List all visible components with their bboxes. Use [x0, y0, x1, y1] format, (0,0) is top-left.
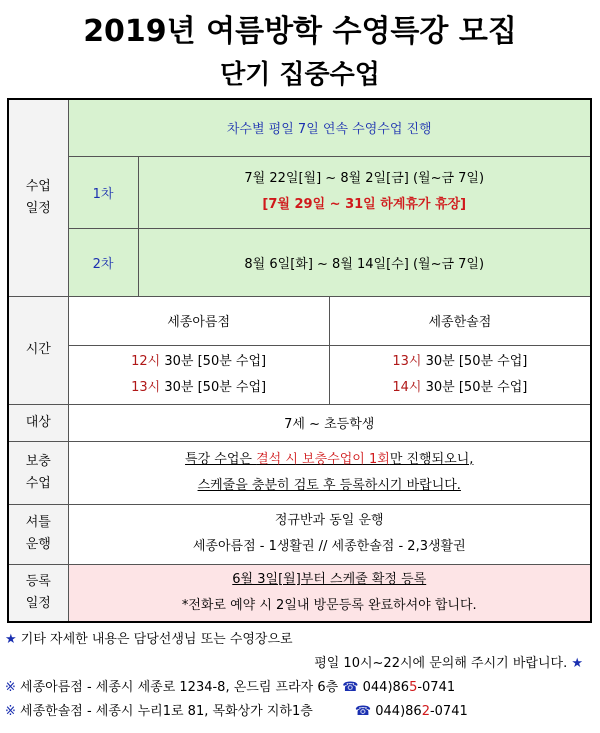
- target-label: 대상: [8, 404, 68, 441]
- branch-b-contact: ※ 세종한솔점 - 세종시 누리1로 81, 목화상가 지하1층 ☎ 044)862-0741: [5, 704, 468, 719]
- page-subtitle: 단기 집중수업: [220, 60, 380, 90]
- phone-icon: ☎: [342, 680, 359, 695]
- registration-label: 등록 일정: [8, 564, 68, 622]
- time-label: 시간: [8, 296, 68, 404]
- note-line-2: 평일 10시~22시에 문의해 주시기 바랍니다. ★: [314, 656, 583, 671]
- contact-notes: [5, 628, 595, 724]
- shuttle-label: 셔틀 운행: [8, 504, 68, 564]
- branch-a-header: 세종아름점: [69, 297, 330, 345]
- round-1-label: 1차: [68, 156, 138, 228]
- schedule-banner: 차수별 평일 7일 연속 수영수업 진행: [68, 99, 591, 156]
- phone-icon: ☎: [354, 704, 372, 719]
- reference-mark-icon: ※: [5, 704, 16, 719]
- registration-detail: 6월 3일[월]부터 스케줄 확정 등록 *전화로 예약 시 2일내 방문등록 완료하셔야 합니다.: [68, 564, 591, 622]
- page-title: 2019년 여름방학 수영특강 모집: [83, 14, 517, 49]
- star-icon: ★: [5, 632, 17, 647]
- makeup-detail: 특강 수업은 결석 시 보충수업이 1회만 진행되오니, 스케줄을 충분히 검토 후 등록하시기 바랍니다.: [68, 441, 591, 504]
- makeup-label: 보충 수업: [8, 441, 68, 504]
- info-table: [7, 98, 592, 623]
- branch-b-times: 13시 30분 [50분 수업] 14시 30분 [50분 수업]: [392, 353, 528, 395]
- reference-mark-icon: ※: [5, 680, 16, 695]
- round-2-detail: 8월 6일[화] ~ 8월 14일[수] (월~금 7일): [138, 228, 591, 296]
- round-1-detail: 7월 22일[월] ~ 8월 2일[금] (월~금 7일) [7월 29일 ~ 31일 하계휴가 휴장]: [138, 156, 591, 228]
- target-value: 7세 ~ 초등학생: [68, 404, 591, 441]
- branch-a-contact: ※ 세종아름점 - 세종시 세종로 1234-8, 온드림 프라자 6층 ☎ 044)865-0741: [5, 680, 456, 695]
- branch-a-times: 12시 30분 [50분 수업] 13시 30분 [50분 수업]: [69, 346, 330, 404]
- note-line-1: ★ 기타 자세한 내용은 담당선생님 또는 수영장으로: [5, 632, 293, 647]
- schedule-label: 수업 일정: [8, 99, 68, 296]
- star-icon: ★: [571, 656, 583, 671]
- shuttle-detail: 정규반과 동일 운행 세종아름점 - 1생활권 // 세종한솔점 - 2,3생활권: [68, 504, 591, 564]
- round-2-label: 2차: [68, 228, 138, 296]
- branch-b-header: 세종한솔점: [428, 315, 492, 330]
